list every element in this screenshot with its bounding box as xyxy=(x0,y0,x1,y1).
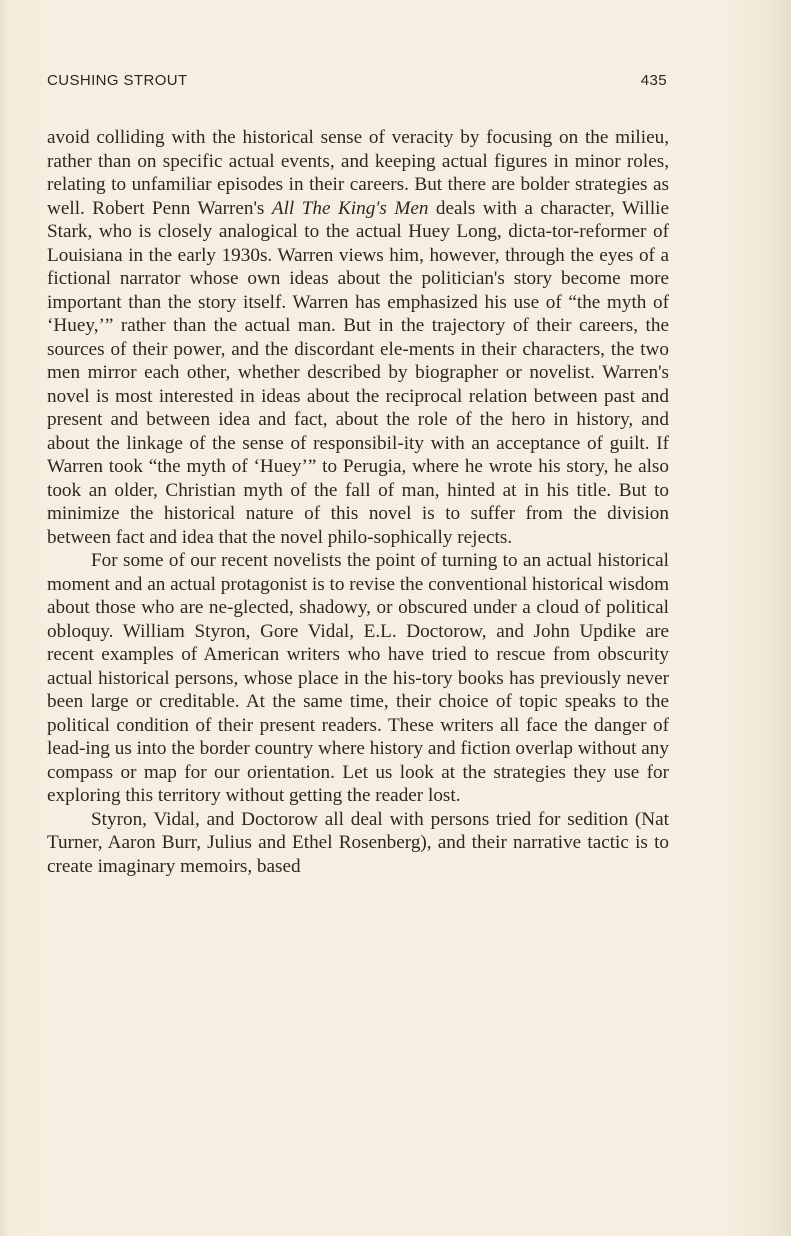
paragraph-1-text-b: deals with a character, Willie Stark, who is closely analogical to the actual Huey Long, dicta-tor-reformer of Louisiana in the early 1930s. Warren views him, however, through the eyes of a fictional narrator whose own ideas about the politician's story become more important than the story itself. Warren has emphasized his use of “the myth of ‘Huey,’” rather than the actual man. But in the trajectory of their careers, the sources of their power, and the discordant ele-ments in their characters, the two men mirror each other, whether described by biographer or novelist. Warren's novel is most interested in ideas about the reciprocal relation between past and present and between idea and fact, about the role of the hero in history, and about the linkage of the sense of responsibil-ity with an acceptance of guilt. If Warren took “the myth of ‘Huey’” to Perugia, where he wrote his story, he also took an older, Christian myth of the fall of man, hinted at in his title. But to minimize the historical nature of this novel is to suffer from the division between fact and idea that the novel philo-sophically rejects. xyxy=(47,197,669,548)
paragraph-1-text-a: avoid colliding with the historical sense of veracity by focusing on the milieu, rather than on specific actual events, and keeping actual figures in minor roles, relating to unfamiliar episodes in their careers. But there are bolder strategies as well. Robert Penn Warren's xyxy=(47,127,669,219)
paragraph-2: For some of our recent novelists the point of turning to an actual historical moment and an actual protagonist is to revise the conventional historical wisdom about those who are ne-glected, shadowy, or obscured under a cloud of political obloquy. William Styron, Gore Vidal, E.L. Doctorow, and John Updike are recent examples of American writers who have tried to rescue from obscurity actual historical persons, whose place in the his-tory books has previously never been large or creditable. At the same time, their choice of topic speaks to the political condition of their present readers. These writers all face the danger of lead-ing us into the border country where history and fiction overlap without any compass or map for our orientation. Let us look at the strategies they use for exploring this territory without getting the reader lost. xyxy=(47,550,669,806)
body-text xyxy=(47,126,669,878)
book-title: All The King's Men xyxy=(271,197,429,219)
running-head xyxy=(47,72,667,92)
paragraph-3: Styron, Vidal, and Doctorow all deal with persons tried for sedition (Nat Turner, Aaron Burr, Julius and Ethel Rosenberg), and their narrative tactic is to create imaginary memoirs, based xyxy=(47,808,669,877)
paragraph-1 xyxy=(47,126,669,549)
page-number: 435 xyxy=(640,72,667,89)
running-head-author: CUSHING STROUT xyxy=(47,72,188,89)
